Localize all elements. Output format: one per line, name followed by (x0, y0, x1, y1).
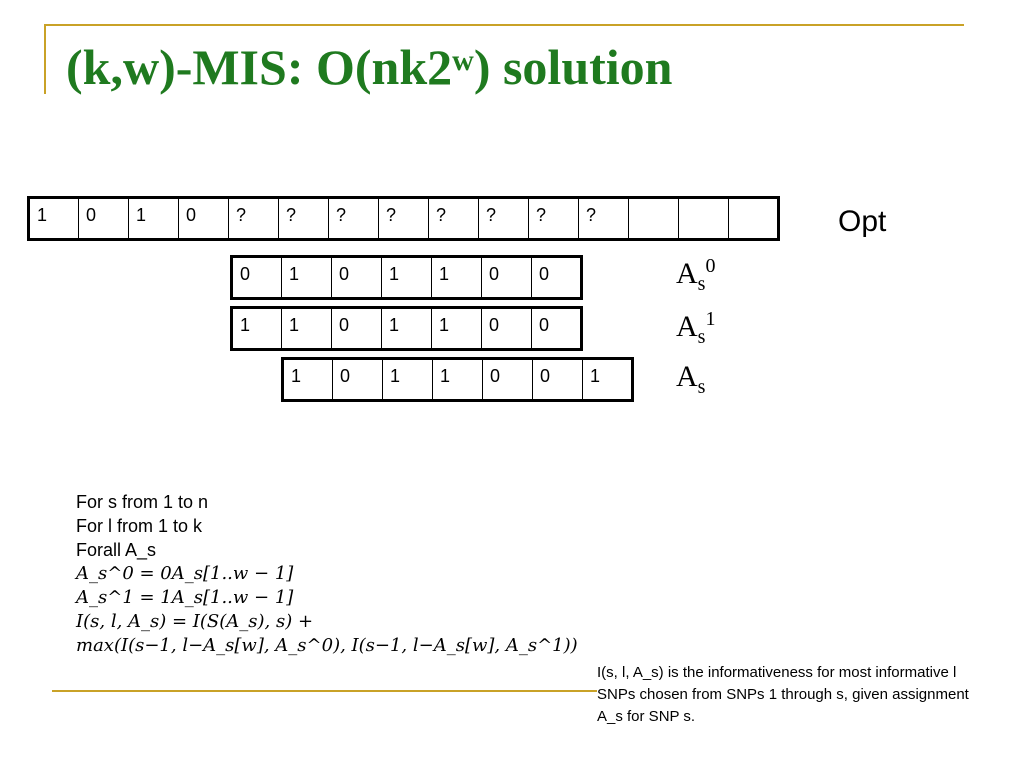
bottom-rule (52, 690, 597, 692)
opt-row (27, 196, 780, 241)
as0-row (230, 255, 583, 300)
opt-cell (729, 198, 779, 240)
algorithm-line: I(s, l, A_s) = I(S(A_s), s) + (76, 611, 314, 632)
as0-cell: 1 (282, 257, 332, 299)
as1-cell: 0 (332, 308, 382, 350)
opt-cell: ? (329, 198, 379, 240)
as1-cell: 1 (432, 308, 482, 350)
as-row (281, 357, 634, 402)
opt-cell: ? (529, 198, 579, 240)
algorithm-line: Forall A_s (76, 540, 157, 560)
opt-cell: 1 (129, 198, 179, 240)
as0-cell: 0 (232, 257, 282, 299)
opt-cell: ? (379, 198, 429, 240)
as0-label: $A_s^0$ (676, 255, 716, 295)
opt-cell: ? (429, 198, 479, 240)
as1-label: $A_s^1$ (676, 308, 716, 348)
as1-cell: 1 (232, 308, 282, 350)
as0-cell: 0 (332, 257, 382, 299)
as1-cell: 1 (282, 308, 332, 350)
as0-cell: 0 (532, 257, 582, 299)
as1-cell: 0 (482, 308, 532, 350)
as0-cell: 1 (382, 257, 432, 299)
opt-cell: 0 (179, 198, 229, 240)
algorithm-line: For l from 1 to k (76, 516, 203, 536)
opt-cell: ? (579, 198, 629, 240)
as0-cell: 0 (482, 257, 532, 299)
algorithm-line: For s from 1 to n (76, 492, 209, 512)
as-cell: 0 (533, 359, 583, 401)
as-cell: 0 (333, 359, 383, 401)
algorithm-line: A_s^0 = 0A_s[1..w − 1] (76, 563, 294, 584)
opt-cell: 0 (79, 198, 129, 240)
as1-row (230, 306, 583, 351)
opt-cell: ? (479, 198, 529, 240)
as0-cell: 1 (432, 257, 482, 299)
left-rule (44, 24, 46, 94)
as-label: $A_s$ (676, 360, 706, 398)
as1-cell: 0 (532, 308, 582, 350)
top-rule (44, 24, 964, 26)
slide-title: (k,w)-MIS: O(nk2$^w$) solution (66, 39, 673, 95)
as-cell: 1 (283, 359, 333, 401)
footnote: I(s, l, A_s) is the informativeness for most informative l SNPs chosen from SNPs 1 through s, given assignment A_s for SNP s. (597, 664, 969, 725)
opt-cell (679, 198, 729, 240)
as1-cell: 1 (382, 308, 432, 350)
algorithm-block (76, 490, 578, 658)
opt-cell: 1 (29, 198, 79, 240)
as-cell: 1 (383, 359, 433, 401)
algorithm-line: max(I(s−1, l−A_s[w], A_s^0), I(s−1, l−A_s[w], A_s^1)) (76, 635, 578, 656)
opt-cell: ? (229, 198, 279, 240)
as-cell: 0 (483, 359, 533, 401)
as-cell: 1 (583, 359, 633, 401)
opt-cell (629, 198, 679, 240)
algorithm-line: A_s^1 = 1A_s[1..w − 1] (76, 587, 294, 608)
as-cell: 1 (433, 359, 483, 401)
opt-label: Opt (838, 205, 887, 238)
opt-cell: ? (279, 198, 329, 240)
